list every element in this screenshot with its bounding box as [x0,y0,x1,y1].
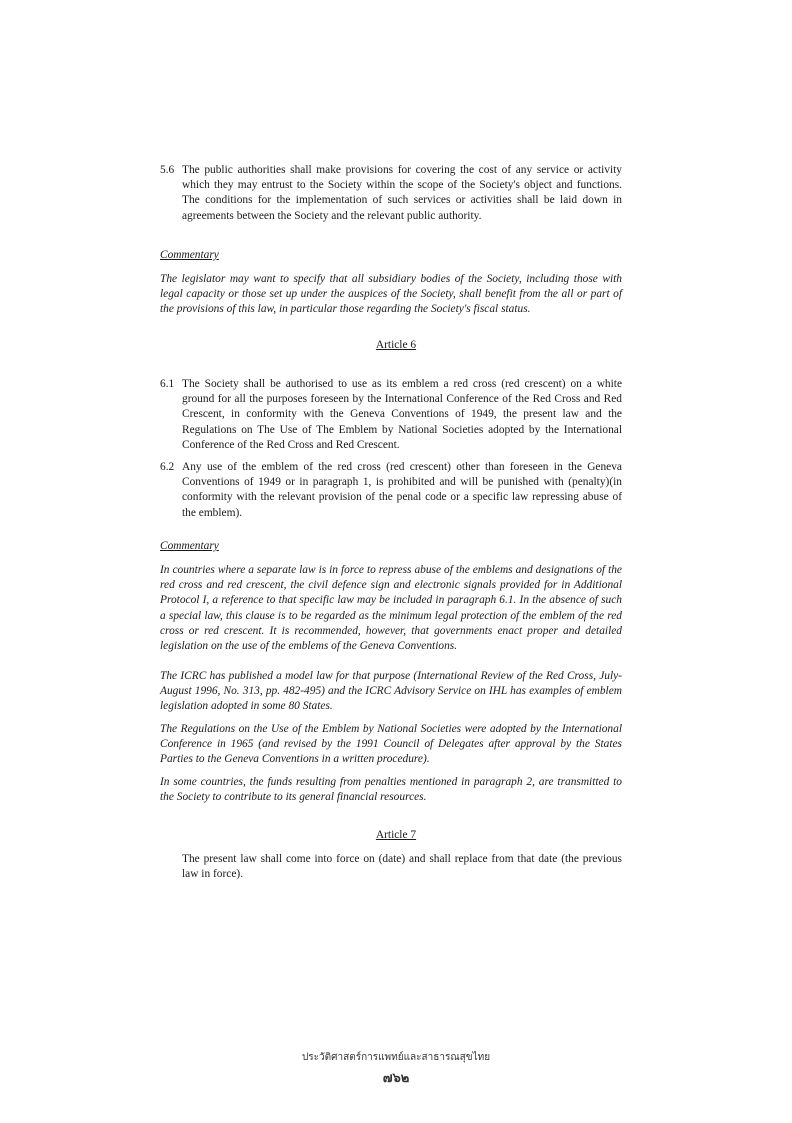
section-6-2-text: Any use of the emblem of the red cross (red crescent) other than foreseen in the Geneva Conventions of 1949 or in paragraph 1, is prohibited and will be punished with (penalty)(in conformity with the relevant provision of the penal code or a specific law repressing abuse of the emblem). [182,461,622,519]
section-5-6-text: The public authorities shall make provisions for covering the cost of any service or activity which they may entrust to the Society within the scope of the Society's object and functions. The conditions for the implementation of such services or activities shall be laid down in agreements between the Society and the relevant public authority. [182,164,622,222]
section-6-1-text: The Society shall be authorised to use as its emblem a red cross (red crescent) on a white ground for all the purposes foreseen by the International Conference of the Red Cross and Red Crescent, in conformity with the Geneva Conventions of 1949, the present law and the Regulations on The Use of The Emblem by National Societies adopted by the International Conference of the Red Cross and Red Crescent. [182,378,622,451]
article-7-text: The present law shall come into force on (date) and shall replace from that date (the previous law in force). [182,853,622,881]
commentary-text: The legislator may want to specify that all subsidiary bodies of the Society, including those with legal capacity or those set up under the auspices of the Society, shall benefit from the all or part of the provisions of this law, in particular those regarding the Society's fiscal status. [160,273,622,316]
article-7-heading: Article 7 [375,829,417,841]
commentary-heading: Commentary [160,249,219,261]
commentary-2-paragraph-4: In some countries, the funds resulting from penalties mentioned in paragraph 2, are transmitted to the Society to contribute to its general financial resources. [160,776,622,804]
commentary-heading-2: Commentary [160,540,219,552]
footer-book-title: ประวัติศาสตร์การแพทย์และสาธารณสุขไทย [301,1052,491,1063]
footer-page-number: ๗๖๒ [382,1071,410,1086]
section-number-6-2: 6.2 [160,461,175,473]
article-6-heading: Article 6 [375,339,417,351]
commentary-2-paragraph-2: The ICRC has published a model law for that purpose (International Review of the Red Cross, July-August 1996, No. 313, pp. 482-495) and the ICRC Advisory Service on IHL has examples of emblem legislation adopted in some 80 States. [160,670,622,713]
commentary-2-paragraph-1: In countries where a separate law is in force to repress abuse of the emblems and designations of the red cross and red crescent, the civil defence sign and electronic signals provided for in Additional Protocol I, a reference to that specific law may be included in paragraph 6.1. In the absence of such a special law, this clause is to be regarded as the minimum legal protection of the emblem of the red cross or red crescent. It is recommended, however, that governments enact proper and detailed legislation on the use of the emblems of the Geneva Conventions. [160,564,622,653]
section-number-5-6: 5.6 [160,164,175,176]
commentary-2-paragraph-3: The Regulations on the Use of the Emblem by National Societies were adopted by the International Conference in 1965 (and revised by the 1991 Council of Delegates after approval by the States Parties to the Geneva Conventions in a written procedure). [160,723,622,766]
section-number-6-1: 6.1 [160,378,175,390]
